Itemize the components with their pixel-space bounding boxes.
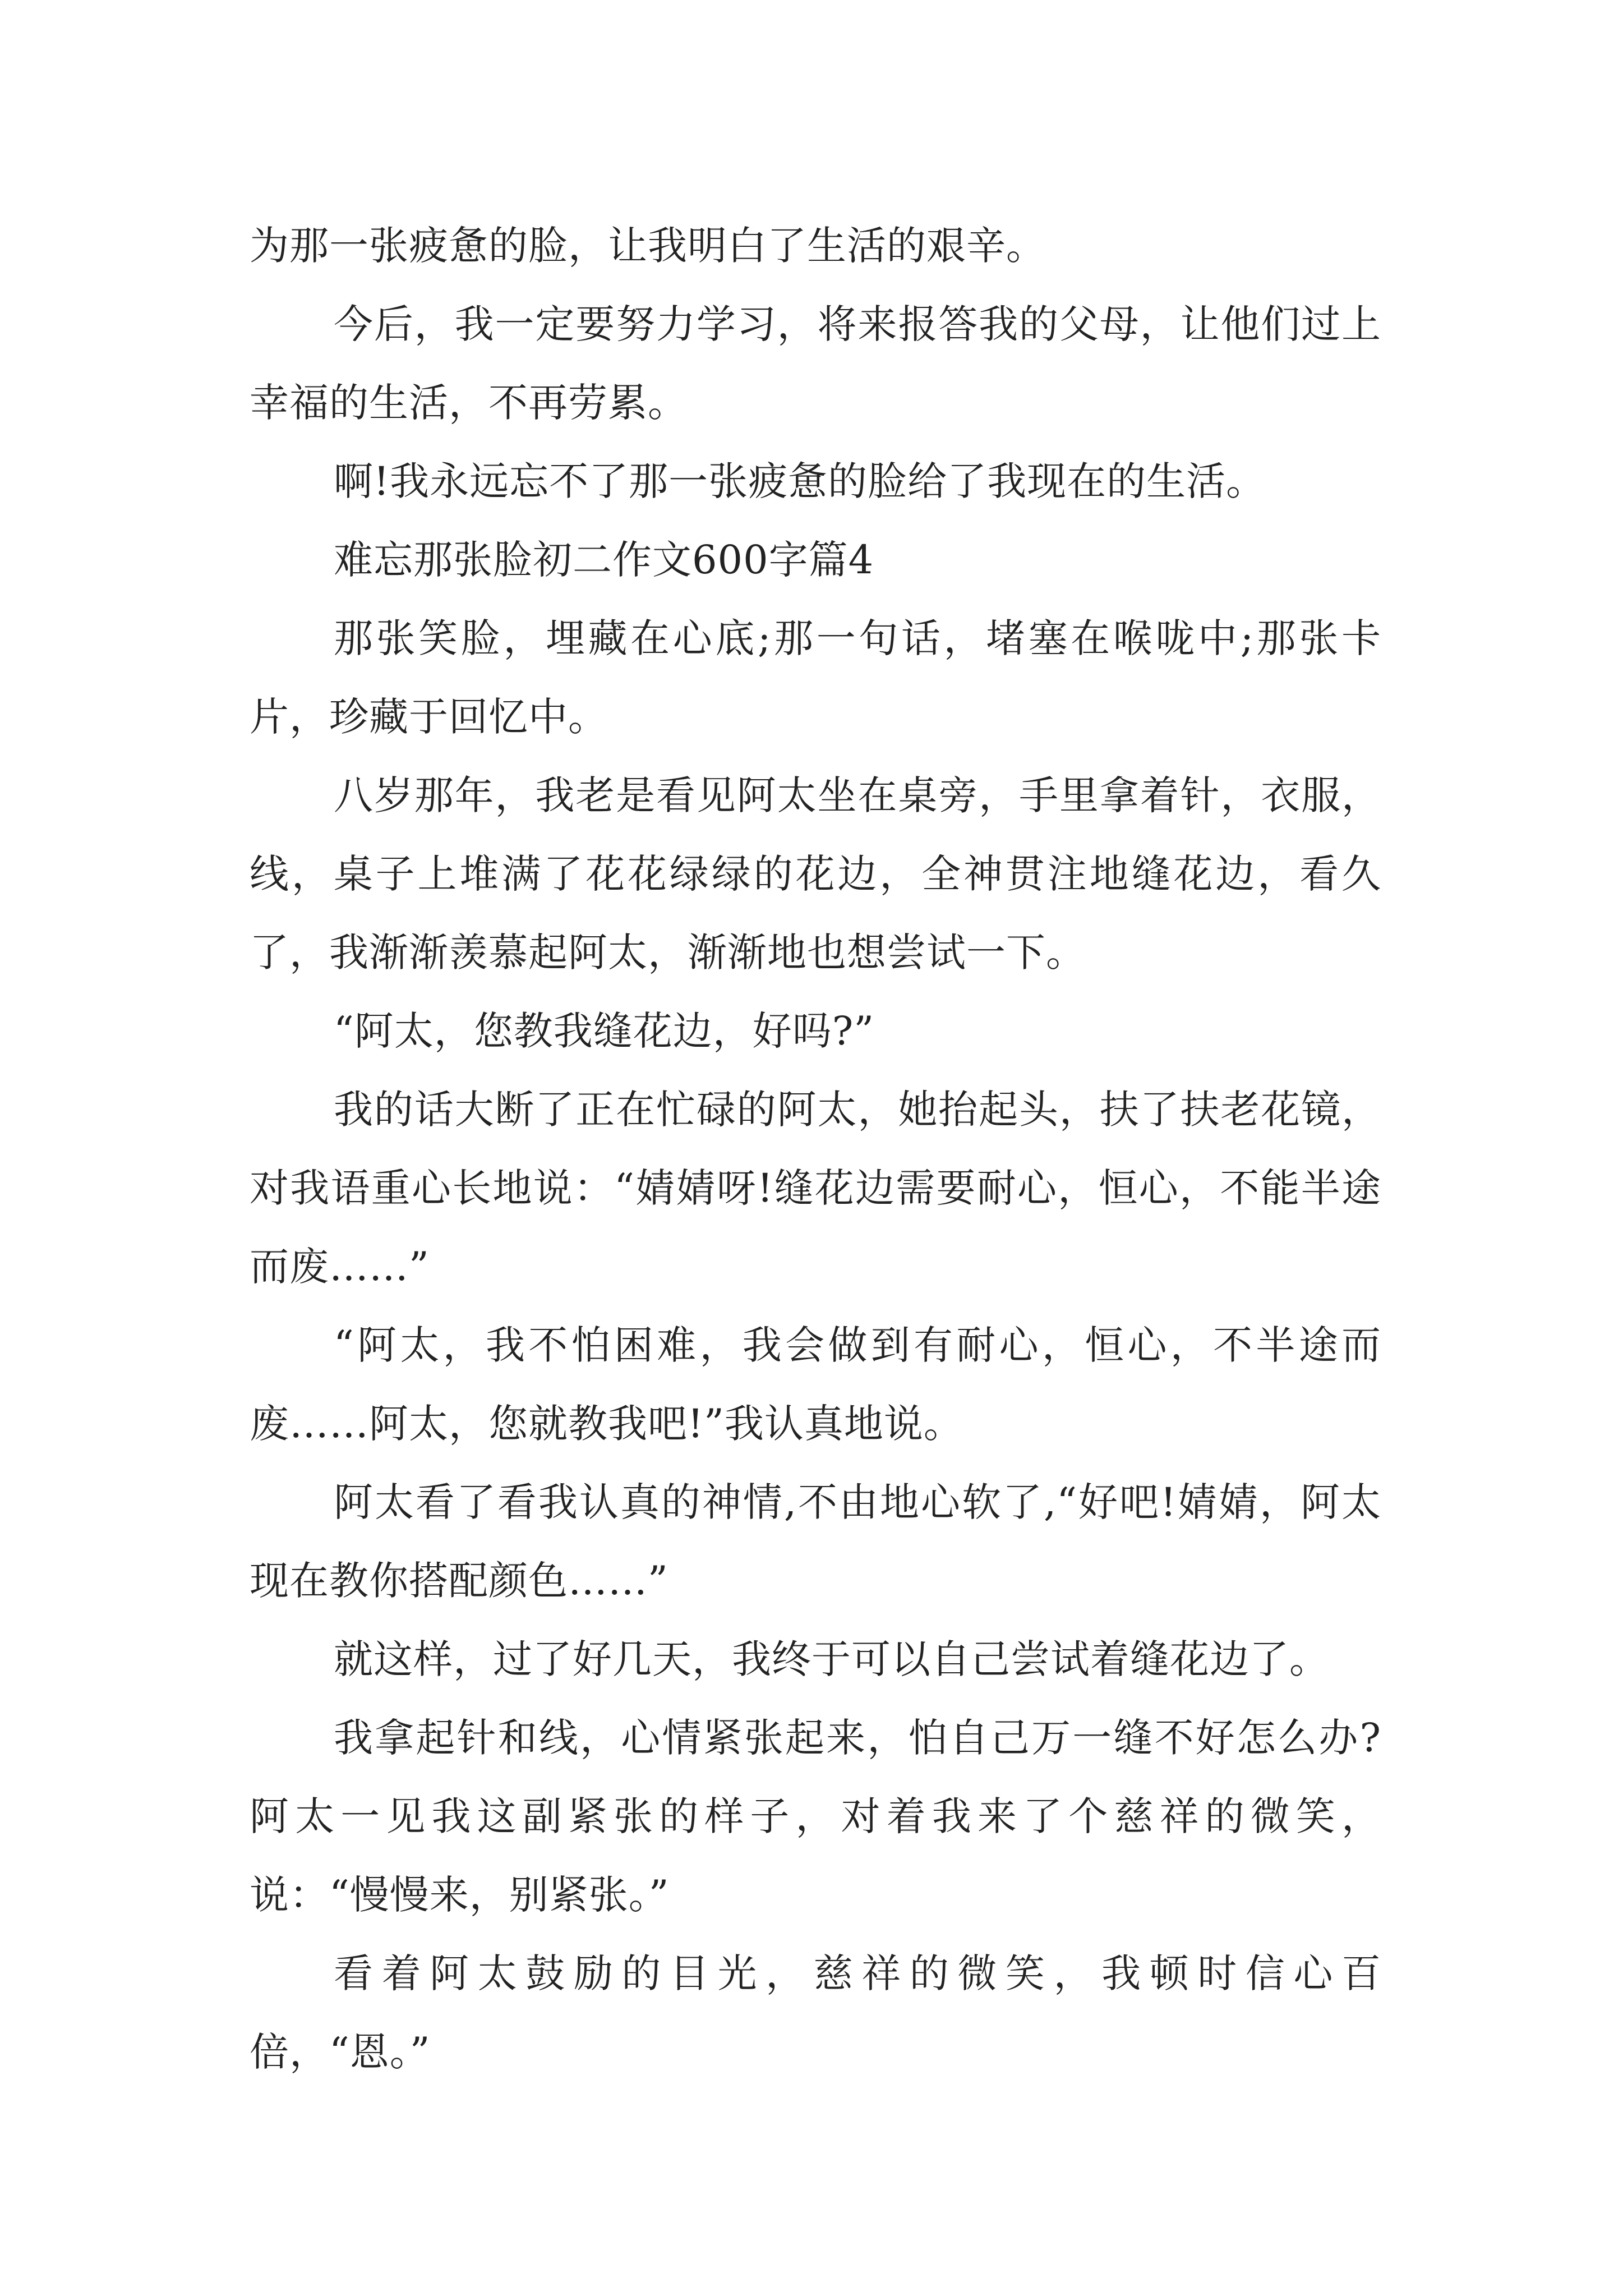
paragraph: 就这样，过了好几天，我终于可以自己尝试着缝花边了。 <box>334 1636 1329 1682</box>
paragraph: 为那一张疲惫的脸，让我明白了生活的艰辛。 <box>250 223 1046 269</box>
paragraph: 我的话大断了正在忙碌的阿太，她抬起头，扶了扶老花镜，对我语重心长地说：“婧婧呀!缝花边需要耐心，恒心，不能半途而废……” <box>250 1087 1381 1290</box>
paragraph: 今后，我一定要努力学习，将来报答我的父母，让他们过上幸福的生活，不再劳累。 <box>250 301 1381 426</box>
paragraph: 阿太看了看我认真的神情,不由地心软了,“好吧!婧婧，阿太现在教你搭配颜色……” <box>250 1479 1381 1604</box>
paragraph: 看着阿太鼓励的目光，慈祥的微笑，我顿时信心百倍，“恩。” <box>250 1950 1381 2075</box>
paragraph: “阿太，我不怕困难，我会做到有耐心，恒心，不半途而废……阿太，您就教我吧!”我认真地说。 <box>250 1322 1381 1447</box>
paragraph: 啊!我永远忘不了那一张疲惫的脸给了我现在的生活。 <box>334 458 1266 504</box>
paragraph: 那张笑脸，埋藏在心底;那一句话，堵塞在喉咙中;那张卡片，珍藏于回忆中。 <box>250 615 1381 740</box>
paragraph: “阿太，您教我缝花边，好吗?” <box>334 1008 875 1054</box>
paragraph: 我拿起针和线，心情紧张起来，怕自己万一缝不好怎么办?阿太一见我这副紧张的样子，对着我来了个慈祥的微笑，说：“慢慢来，别紧张。” <box>250 1715 1381 1918</box>
section-heading: 难忘那张脸初二作文600字篇4 <box>334 537 874 583</box>
paragraph: 八岁那年，我老是看见阿太坐在桌旁，手里拿着针，衣服，线，桌子上堆满了花花绿绿的花边，全神贯注地缝花边，看久了，我渐渐羡慕起阿太，渐渐地也想尝试一下。 <box>250 772 1381 976</box>
article-body <box>250 206 1381 2091</box>
